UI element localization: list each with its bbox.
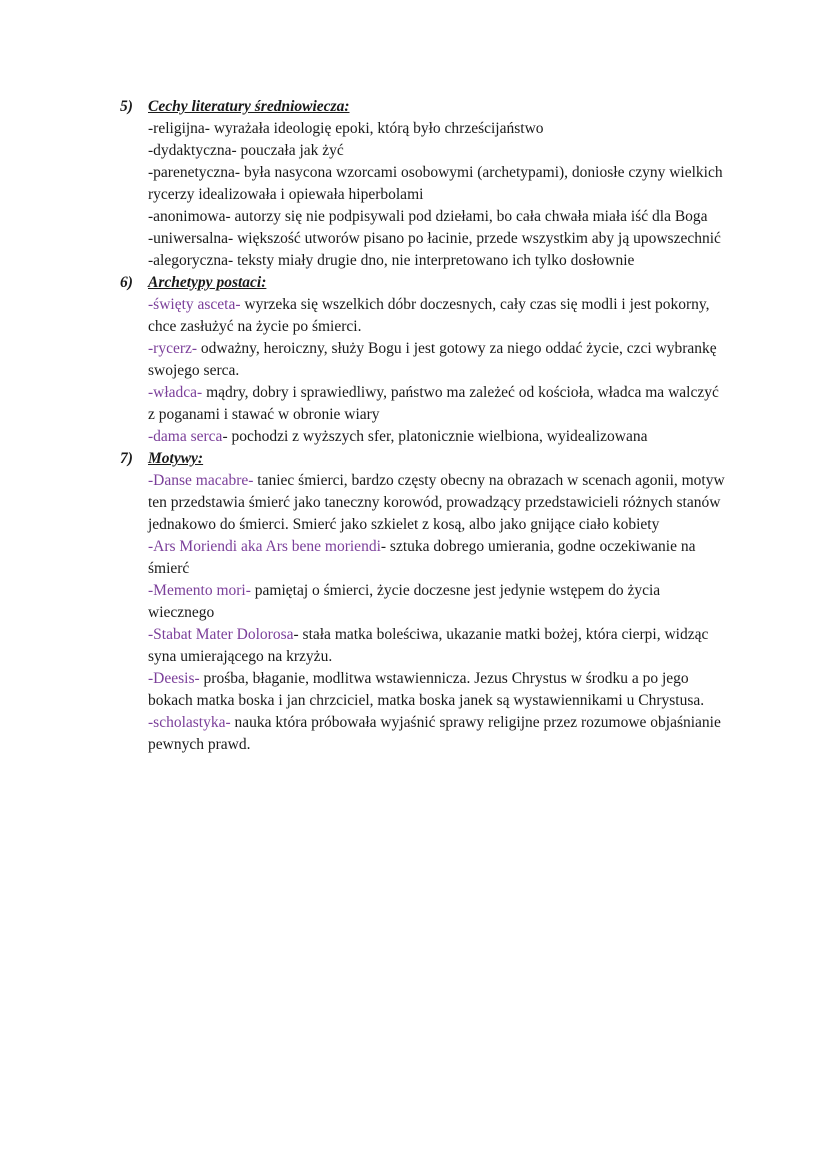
- term: -władca-: [148, 384, 203, 401]
- list-item: [148, 162, 728, 206]
- description: - sztuka dobrego umierania, godne oczekiwanie na śmierć: [148, 538, 696, 577]
- term: -Deesis-: [148, 670, 200, 687]
- list-item: [148, 668, 728, 712]
- section-number: 6): [120, 274, 133, 291]
- section-number: 7): [120, 450, 133, 467]
- section-title: Cechy literatury średniowiecza:: [148, 98, 350, 115]
- list-item: [148, 712, 728, 756]
- list-item: [148, 470, 728, 536]
- term: -Stabat Mater Dolorosa: [148, 626, 294, 643]
- list-item: [148, 140, 728, 162]
- list-item: [148, 536, 728, 580]
- list-item: [148, 206, 728, 228]
- description: - stała matka boleściwa, ukazanie matki bożej, która cierpi, widząc syna umierającego na krzyżu.: [148, 626, 709, 665]
- list-item: [148, 294, 728, 338]
- section-heading: [0, 448, 828, 470]
- section-number: 5): [120, 98, 133, 115]
- description: prośba, błaganie, modlitwa wstawiennicza. Jezus Chrystus w środku a po jego bokach matka boska i jan chrzciciel, matka boska janek są wystawiennikami u Chrystusa.: [148, 670, 705, 709]
- description: -alegoryczna- teksty miały drugie dno, nie interpretowano ich tylko dosłownie: [148, 252, 635, 269]
- description: - pochodzi z wyższych sfer, platonicznie wielbiona, wyidealizowana: [222, 428, 648, 445]
- section-heading: [0, 96, 828, 118]
- section-motywy: [0, 448, 828, 756]
- term: -święty asceta-: [148, 296, 241, 313]
- list-item: [148, 338, 728, 382]
- list-item: [148, 580, 728, 624]
- list-item: [148, 118, 728, 140]
- term: -scholastyka-: [148, 714, 231, 731]
- list-item: [148, 426, 728, 448]
- description: -uniwersalna- większość utworów pisano po łacinie, przede wszystkim aby ją upowszechnić: [148, 230, 721, 247]
- list-item: [148, 382, 728, 426]
- description: wyrzeka się wszelkich dóbr doczesnych, cały czas się modli i jest pokorny, chce zasłużyć na życie po śmierci.: [148, 296, 710, 335]
- list-item: [148, 228, 728, 250]
- term: -Memento mori-: [148, 582, 251, 599]
- section-title: Motywy:: [148, 450, 204, 467]
- description: nauka która próbowała wyjaśnić sprawy religijne przez rozumowe objaśnianie pewnych prawd.: [148, 714, 721, 753]
- section-heading: [0, 272, 828, 294]
- description: odważny, heroiczny, służy Bogu i jest gotowy za niego oddać życie, czci wybrankę swojego serca.: [148, 340, 717, 379]
- section-title: Archetypy postaci:: [148, 274, 267, 291]
- term: -rycerz-: [148, 340, 198, 357]
- document-body: [0, 96, 828, 756]
- section-cechy: [0, 96, 828, 272]
- description: -dydaktyczna- pouczała jak żyć: [148, 142, 344, 159]
- description: -parenetyczna- była nasycona wzorcami osobowymi (archetypami), doniosłe czyny wielkich rycerzy idealizowała i opiewała hiperbolami: [148, 164, 723, 203]
- list-item: [148, 250, 728, 272]
- description: mądry, dobry i sprawiedliwy, państwo ma zależeć od kościoła, władca ma walczyć z poganami i stawać w obronie wiary: [148, 384, 719, 423]
- term: -Danse macabre-: [148, 472, 254, 489]
- description: taniec śmierci, bardzo częsty obecny na obrazach w scenach agonii, motyw ten przedstawia śmierć jako taneczny korowód, prowadzący przedstawicieli różnych stanów jednakowo do śmierci. Smierć jako szkielet z kosą, albo jako gnijące ciało kobiety: [148, 472, 725, 533]
- description: pamiętaj o śmierci, życie doczesne jest jedynie wstępem do życia wiecznego: [148, 582, 661, 621]
- term: -dama serca: [148, 428, 223, 445]
- description: -anonimowa- autorzy się nie podpisywali pod dziełami, bo cała chwała miała iść dla Boga: [148, 208, 708, 225]
- list-item: [148, 624, 728, 668]
- section-archetypy: [0, 272, 828, 448]
- description: -religijna- wyrażała ideologię epoki, którą było chrześcijaństwo: [148, 120, 544, 137]
- term: -Ars Moriendi aka Ars bene moriendi: [148, 538, 381, 555]
